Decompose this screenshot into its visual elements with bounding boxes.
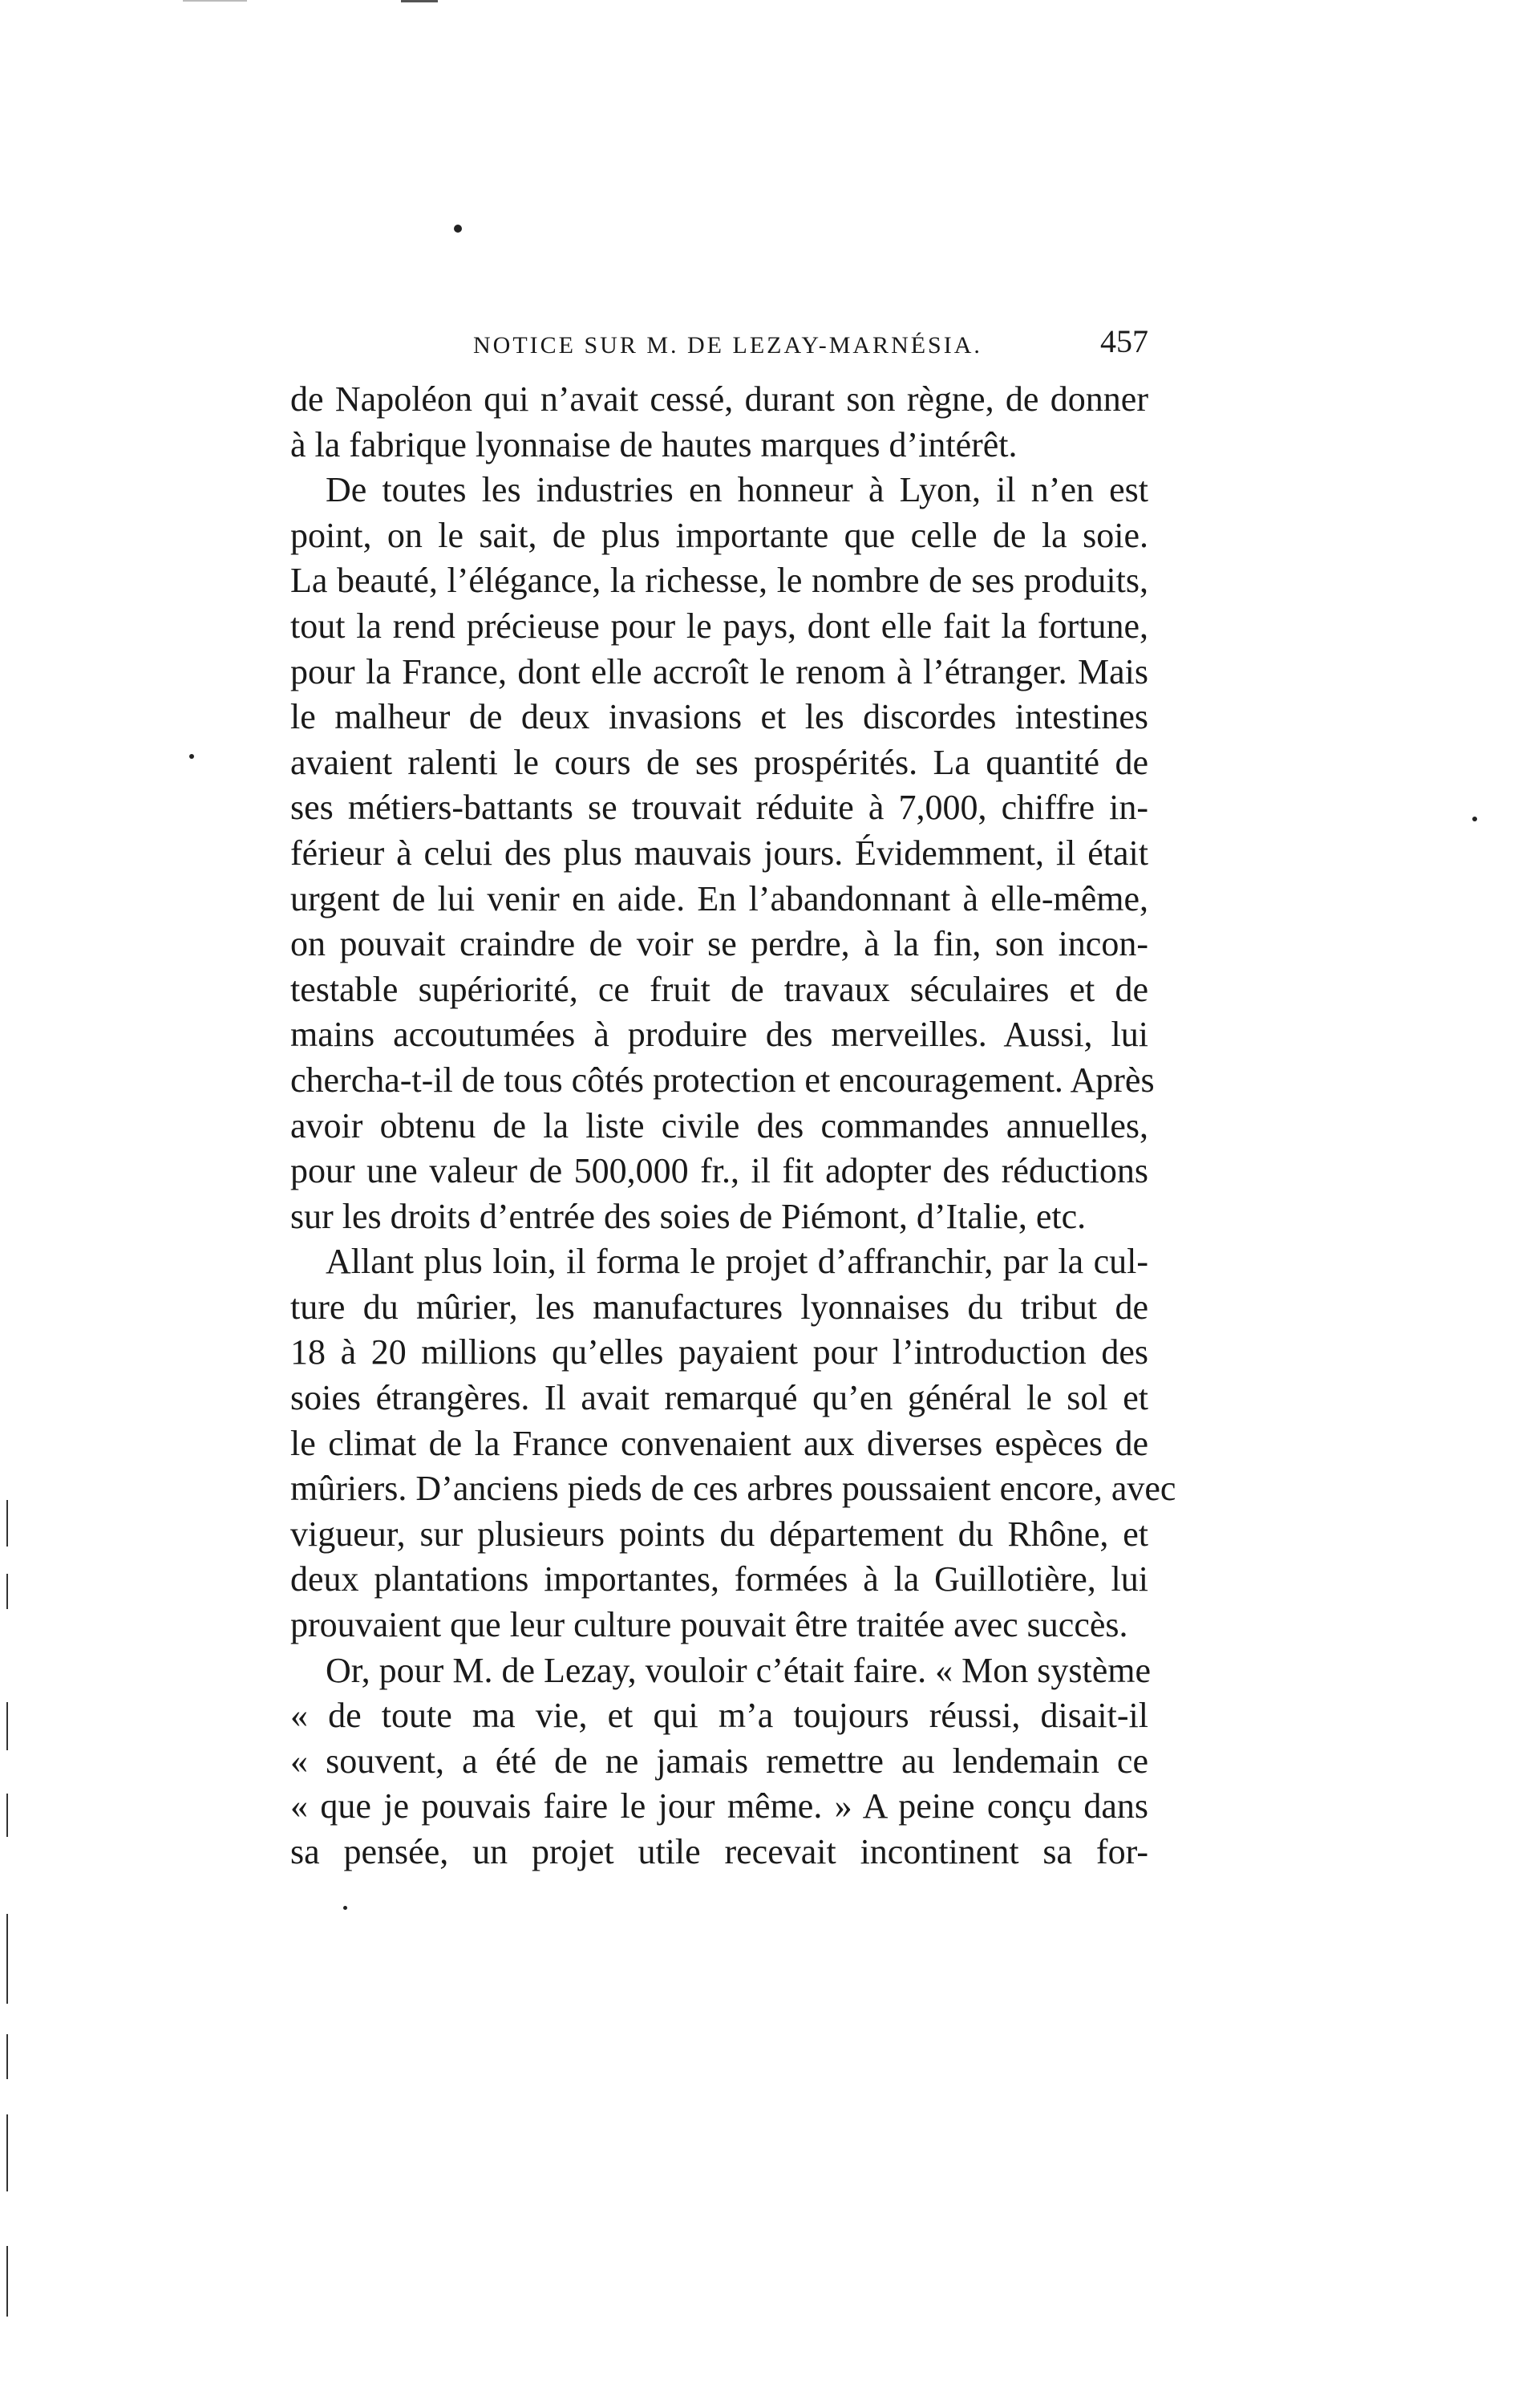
binding-edge-mark <box>6 1914 8 2004</box>
text-line: urgent de lui venir en aide. En l’abandonnant à elle-même, <box>290 878 1148 918</box>
binding-edge-mark <box>6 1702 8 1750</box>
text-line: avaient ralenti le cours de ses prospérités. La quantité de <box>290 742 1148 782</box>
text-line: soies étrangères. Il avait remarqué qu’en général le sol et <box>290 1378 1148 1418</box>
text-line: pour une valeur de 500,000 fr., il fit adopter des réductions <box>290 1151 1148 1191</box>
running-header <box>290 318 1148 366</box>
text-line: à la fabrique lyonnaise de hautes marques d’intérêt. <box>290 424 1018 464</box>
text-line: avoir obtenu de la liste civile des commandes annuelles, <box>290 1105 1148 1145</box>
binding-edge-mark <box>6 2034 8 2079</box>
text-line: férieur à celui des plus mauvais jours. Évidemment, il était <box>290 833 1148 873</box>
binding-edge-mark <box>6 1500 8 1547</box>
text-line: pour la France, dont elle accroît le renom à l’étranger. Mais <box>290 651 1148 691</box>
text-line: ture du mûrier, les manufactures lyonnaises du tribut de <box>290 1287 1148 1327</box>
text-line: Or, pour M. de Lezay, vouloir c’était faire. « Mon système <box>326 1650 1152 1690</box>
scan-rule-top-left <box>183 0 247 2</box>
text-line: point, on le sait, de plus importante que celle de la soie. <box>290 515 1148 555</box>
text-line: De toutes les industries en honneur à Lyon, il n’en est <box>326 470 1148 510</box>
ink-speck <box>343 1906 347 1910</box>
text-line: testable supériorité, ce fruit de travaux séculaires et de <box>290 969 1148 1009</box>
text-line: prouvaient que leur culture pouvait être traitée avec succès. <box>290 1605 1128 1645</box>
text-line: « souvent, a été de ne jamais remettre au lendemain ce <box>290 1741 1148 1781</box>
text-line: ses métiers-battants se trouvait réduite à 7,000, chiffre in- <box>290 788 1148 828</box>
text-line: on pouvait craindre de voir se perdre, à la fin, son incon- <box>290 924 1148 964</box>
text-line: La beauté, l’élégance, la richesse, le nombre de ses produits, <box>290 561 1148 601</box>
scan-rule-top <box>401 0 438 2</box>
binding-edge-mark <box>6 2114 8 2191</box>
text-line: mûriers. D’anciens pieds de ces arbres poussaient encore, avec <box>290 1469 1176 1509</box>
ink-speck <box>1472 817 1477 821</box>
body-text <box>290 377 1176 1875</box>
text-line: mains accoutumées à produire des merveilles. Aussi, lui <box>290 1015 1148 1055</box>
text-line: chercha-t-il de tous côtés protection et encouragement. Après <box>290 1060 1155 1100</box>
ink-speck <box>189 754 194 759</box>
text-line: 18 à 20 millions qu’elles payaient pour l’introduction des <box>290 1332 1148 1372</box>
binding-edge-mark <box>6 1794 8 1837</box>
ink-speck <box>454 225 462 233</box>
text-line: sa pensée, un projet utile recevait incontinent sa for- <box>290 1832 1148 1871</box>
page-number: 457 <box>1100 323 1148 359</box>
text-line: sur les droits d’entrée des soies de Piémont, d’Italie, etc. <box>290 1196 1087 1236</box>
text-line: Allant plus loin, il forma le projet d’affranchir, par la cul- <box>326 1242 1148 1282</box>
text-line: de Napoléon qui n’avait cessé, durant son règne, de donner <box>290 379 1148 419</box>
text-line: deux plantations importantes, formées à la Guillotière, lui <box>290 1559 1148 1599</box>
text-line: tout la rend précieuse pour le pays, dont elle fait la fortune, <box>290 606 1148 646</box>
binding-edge-mark <box>6 2246 8 2317</box>
text-line: le malheur de deux invasions et les discordes intestines <box>290 697 1148 737</box>
text-line: le climat de la France convenaient aux diverses espèces de <box>290 1423 1148 1463</box>
running-title: NOTICE SUR M. DE LEZAY-MARNÉSIA. <box>473 332 982 359</box>
binding-edge-mark <box>6 1574 8 1609</box>
text-line: vigueur, sur plusieurs points du département du Rhône, et <box>290 1514 1148 1554</box>
text-line: « de toute ma vie, et qui m’a toujours réussi, disait-il <box>290 1696 1148 1736</box>
text-line: « que je pouvais faire le jour même. » A peine conçu dans <box>290 1786 1148 1826</box>
